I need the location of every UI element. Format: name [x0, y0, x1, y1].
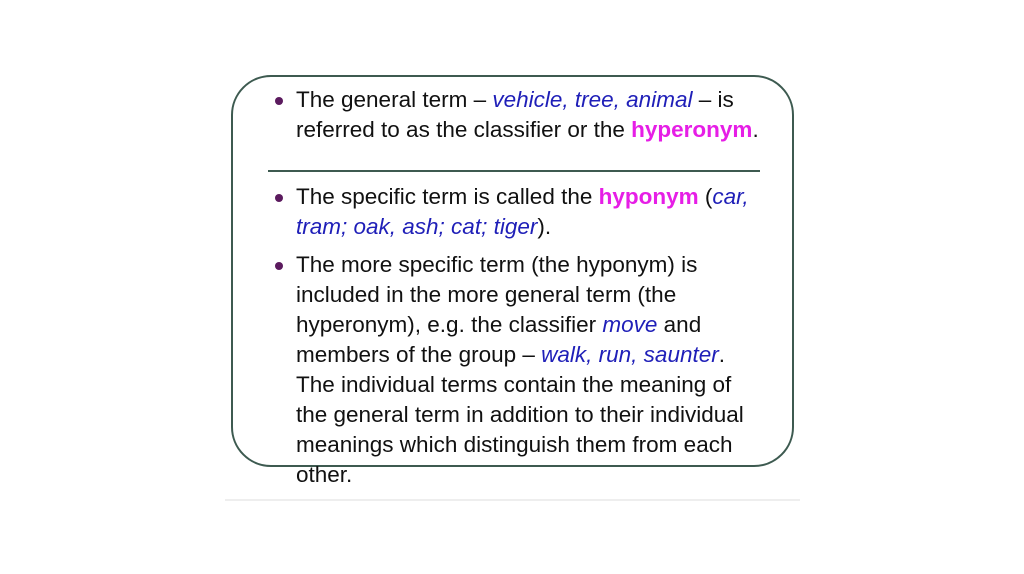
bullet-text: The general term –: [296, 87, 493, 112]
bullet-dot-icon: [275, 97, 283, 105]
example-word-move: move: [602, 312, 658, 337]
bullet-text: ).: [537, 214, 552, 239]
bullet-text: . The individual terms contain the meaning of the general term in addition to their individual meanings which distinguish them from each other.: [296, 342, 744, 487]
example-words: car, tram; oak, ash; cat; tiger: [296, 184, 749, 239]
bullet-text: The more specific term (the hyponym) is included in the more general term (the hyperonym), e.g. the classifier: [296, 252, 698, 337]
bullet-dot-icon: [275, 262, 283, 270]
bullet-text: .: [752, 117, 759, 142]
bullet-item-general-term: [296, 85, 766, 145]
bullet-item-inclusion: [296, 250, 766, 490]
example-words: vehicle, tree, animal: [492, 87, 693, 112]
bullet-text: (: [698, 184, 713, 209]
example-words-group: walk, run, saunter: [541, 342, 719, 367]
key-term-hyponym: hyponym: [598, 184, 699, 209]
bullet-dot-icon: [275, 194, 283, 202]
bullet-item-specific-term: [296, 182, 766, 242]
key-term-hyperonym: hyperonym: [631, 117, 753, 142]
bullet-text: The specific term is called the: [296, 184, 599, 209]
bullet-text: – is referred to as the classifier or the: [296, 87, 734, 142]
bullet-text: and members of the group –: [296, 312, 702, 367]
